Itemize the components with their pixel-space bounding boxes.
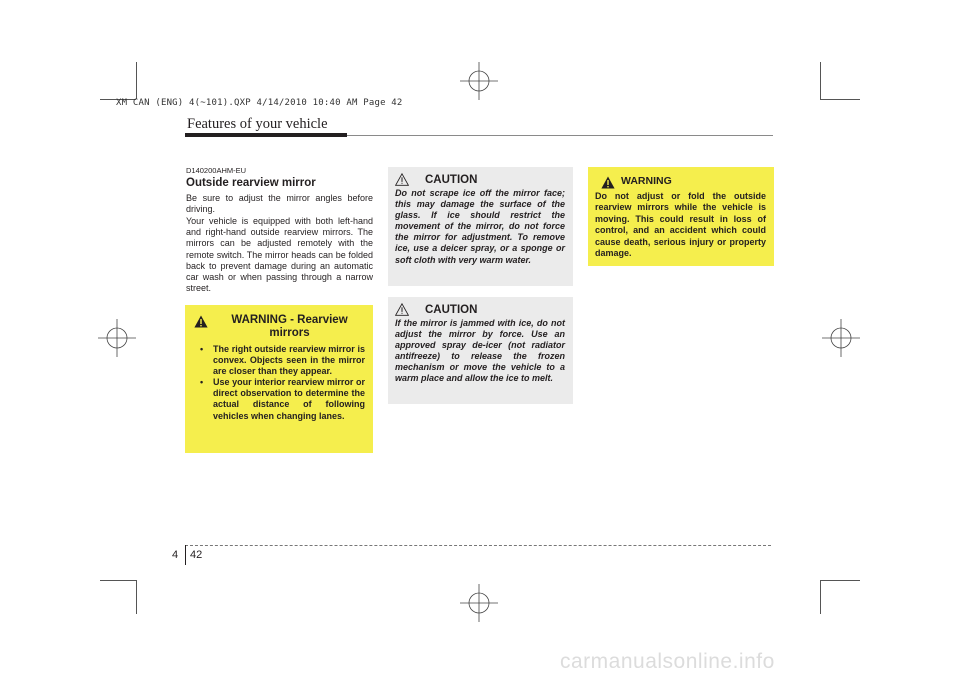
watermark: carmanualsonline.info [560, 650, 775, 673]
registration-mark-right [822, 319, 860, 357]
warning-fold-box [588, 167, 774, 266]
section-heading: Outside rearview mirror [186, 177, 316, 189]
caution-text: If the mirror is jammed with ice, do not adjust the mirror by force. Use an approved spray de-icer (not radiator antifreeze) to release the frozen mechanism or move the vehicle to a warm place and allow the ice to melt. [395, 318, 565, 384]
registration-mark-left [98, 319, 136, 357]
warning-rearview-list [194, 344, 365, 422]
caution-header [395, 174, 565, 187]
section-title: Features of your vehicle [187, 116, 328, 132]
warning-rearview-box [185, 305, 373, 453]
warning-fold-header [595, 175, 766, 189]
header-rule-dark [185, 133, 347, 137]
registration-mark-bottom [460, 584, 498, 622]
caution-text: Do not scrape ice off the mirror face; this may damage the surface of the glass. If ice should restrict the movement of the mirror, do not force the mirror for adjustment. To remove ice, use a deicer spray, or a sponge or soft cloth with very warm water. [395, 188, 565, 265]
warning-triangle-icon [601, 176, 615, 189]
paragraph: Be sure to adjust the mirror angles before driving. [186, 193, 373, 215]
list-item: • Use your interior rearview mirror or direct observation to determine the actual distance of following vehicles when changing lanes. [200, 377, 365, 421]
caution-jammed-box [388, 297, 573, 404]
caution-header [395, 304, 565, 317]
caution-triangle-icon [395, 173, 409, 186]
list-item: • The right outside rearview mirror is convex. Objects seen in the mirror are closer than they appear. [200, 344, 365, 377]
section-code: D140200AHM-EU [186, 166, 247, 175]
paragraph: Your vehicle is equipped with both left-hand and right-hand outside rearview mirrors. The mirrors can be adjusted remotely with the remote switch. The mirror heads can be folded back to prevent damage during an automatic car wash or when passing through a narrow street. [186, 216, 373, 294]
caution-ice-scrape-box [388, 167, 573, 286]
warning-rearview-header [194, 314, 365, 339]
print-slug: XM CAN (ENG) 4(~101).QXP 4/14/2010 10:40 AM Page 42 [116, 98, 403, 108]
caution-title: CAUTION [425, 174, 478, 186]
header-rule-light [347, 135, 773, 136]
warning-fold-title: WARNING [621, 175, 672, 187]
warning-fold-text: Do not adjust or fold the outside rearview mirrors while the vehicle is moving. This could result in loss of control, and an accident which could cause death, serious injury or property damage. [595, 191, 766, 259]
caution-title: CAUTION [425, 304, 478, 316]
chapter-number: 4 [172, 549, 179, 561]
footer-divider [185, 545, 186, 565]
registration-mark-top [460, 62, 498, 100]
footer-rule [185, 545, 771, 546]
warning-rearview-title: WARNING - Rearview mirrors [231, 314, 348, 339]
page-number: 42 [190, 549, 203, 561]
caution-triangle-icon [395, 303, 409, 316]
warning-triangle-icon [194, 315, 208, 328]
